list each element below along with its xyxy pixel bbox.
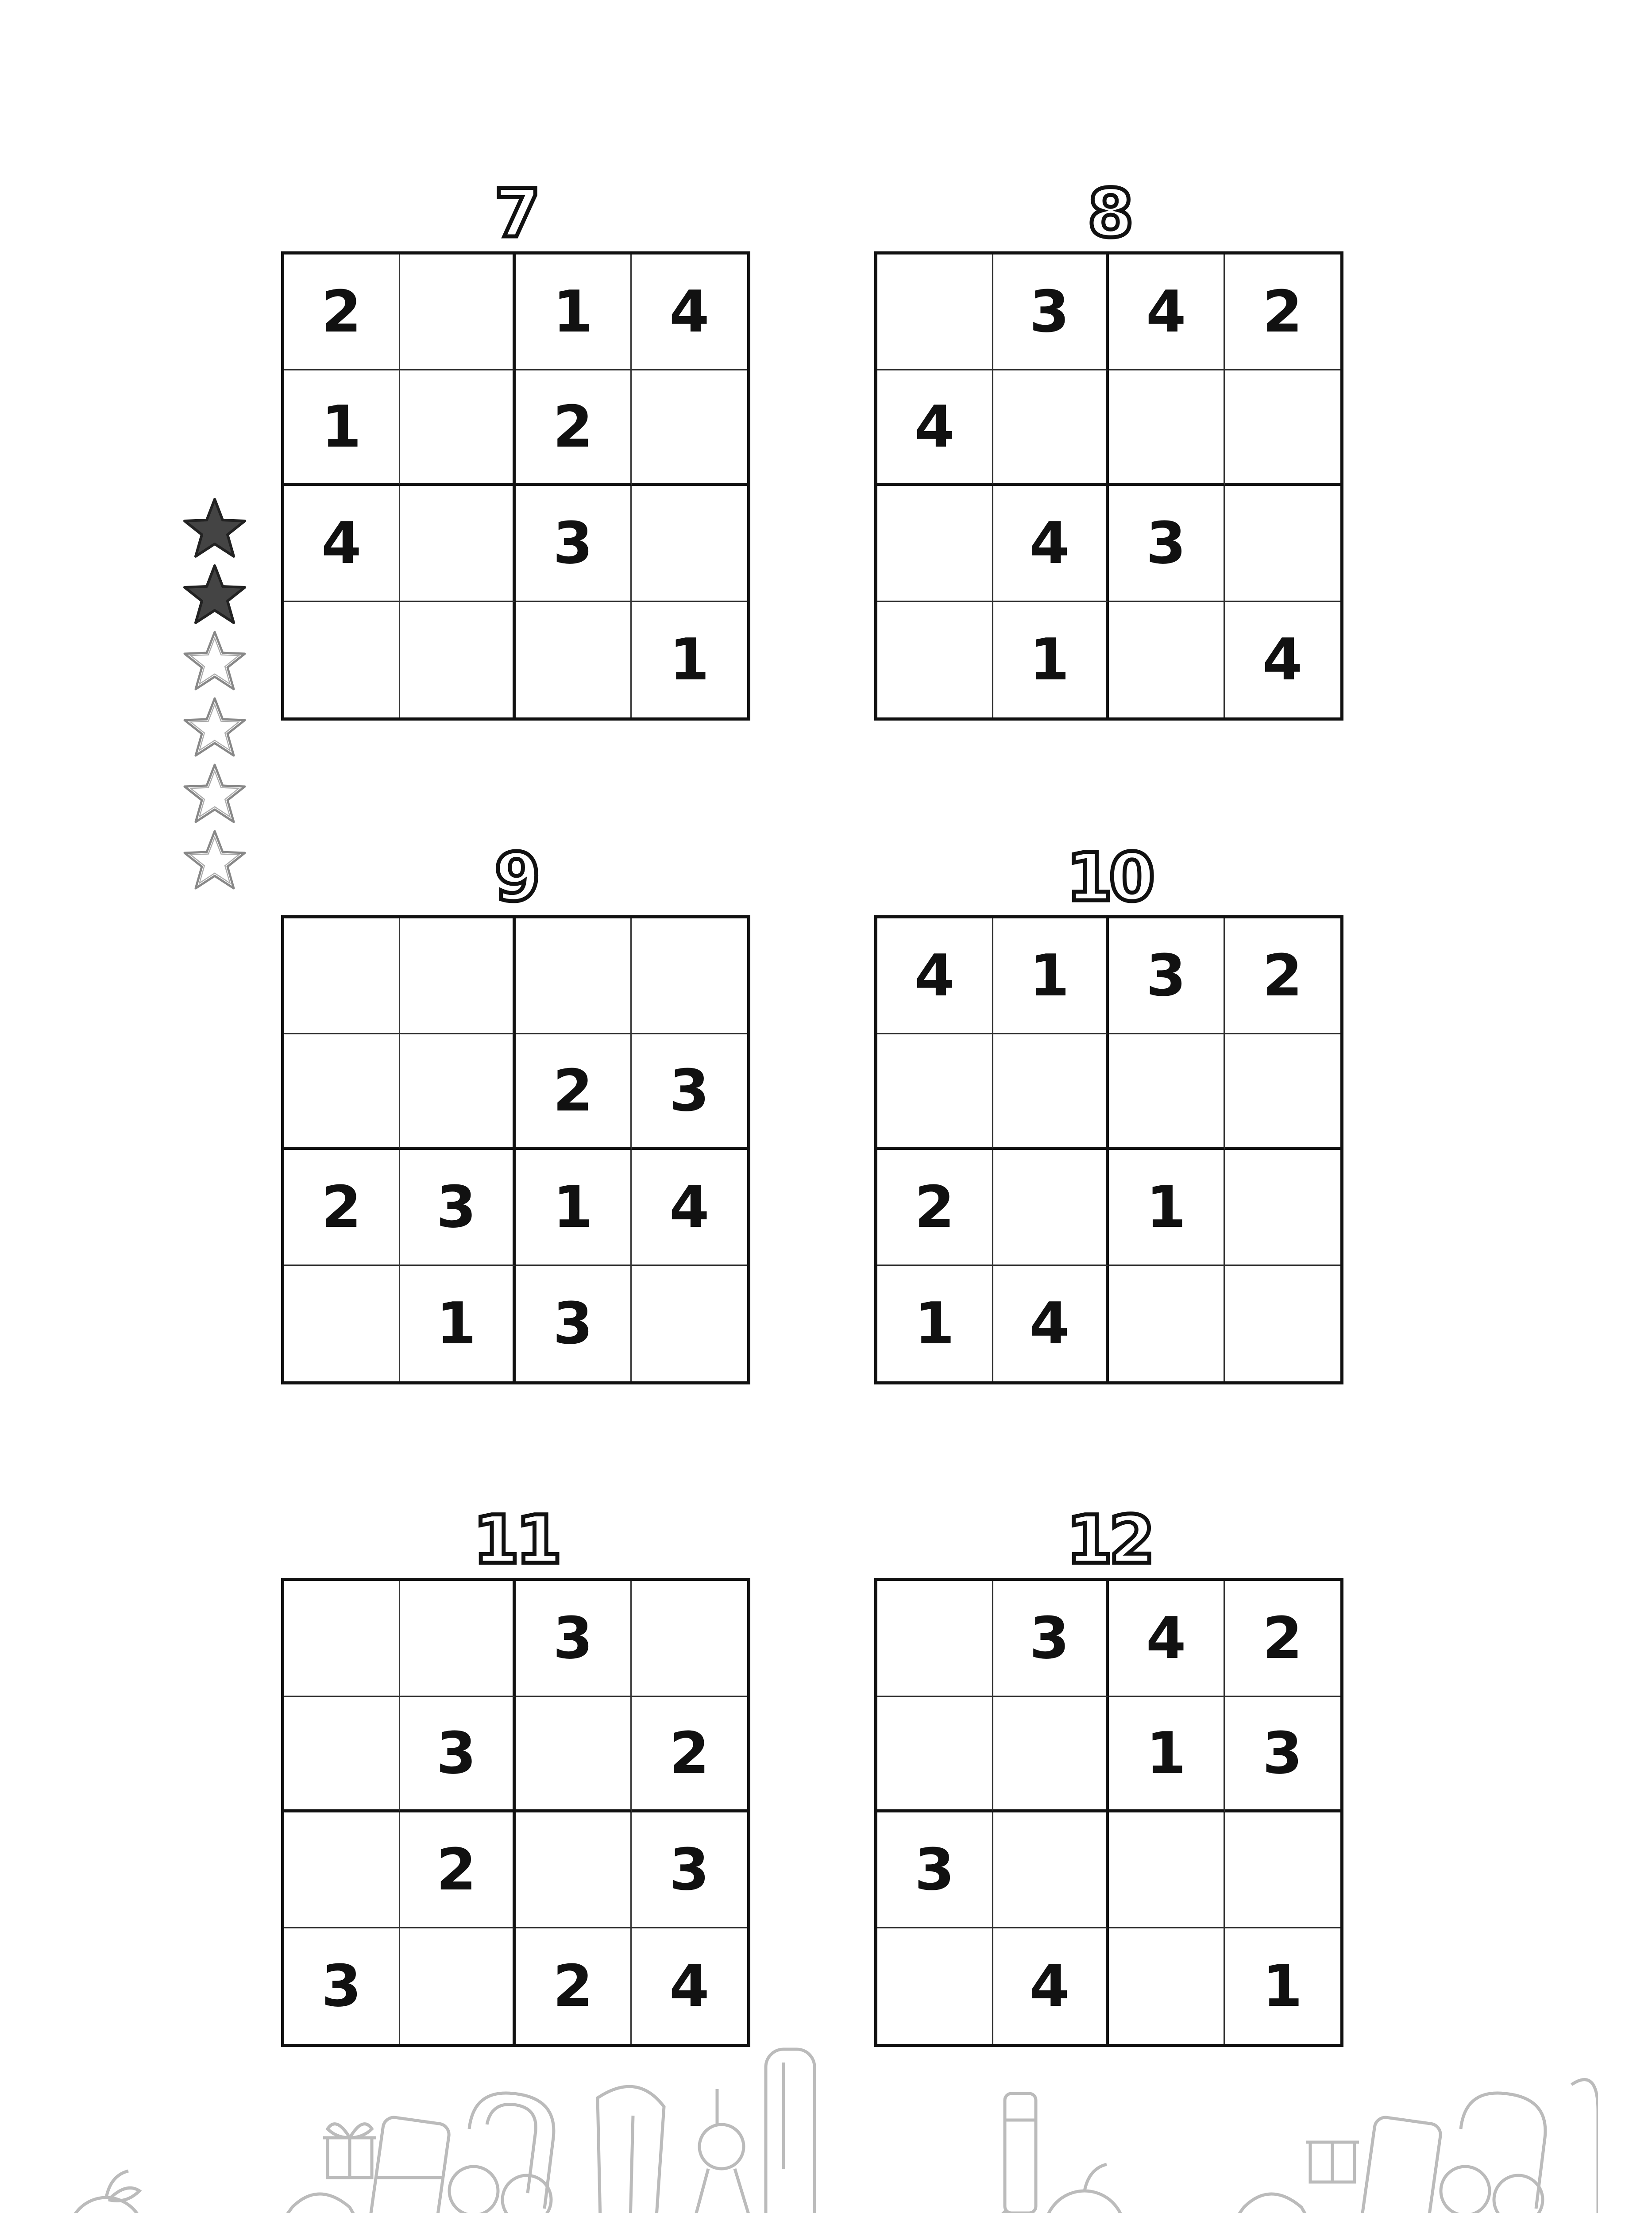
sudoku-cell[interactable]: 1 — [669, 626, 710, 694]
sudoku-cell[interactable] — [400, 370, 516, 486]
sudoku-cell[interactable]: 2 — [1225, 254, 1341, 370]
sudoku-cell[interactable] — [877, 1928, 993, 2044]
sudoku-cell[interactable] — [632, 486, 748, 602]
sudoku-cell[interactable] — [1225, 486, 1341, 602]
sudoku-cell[interactable]: 3 — [1225, 1697, 1341, 1813]
sudoku-cell[interactable]: 2 — [516, 370, 632, 486]
sudoku-cell[interactable]: 2 — [284, 254, 400, 370]
sudoku-cell[interactable]: 1 — [877, 1266, 993, 1382]
sudoku-cell[interactable]: 3 — [400, 1150, 516, 1266]
sudoku-cell[interactable]: 2 — [1225, 1581, 1341, 1697]
sudoku-grid — [874, 915, 1343, 1384]
pen-outline-icon — [766, 2049, 814, 2213]
sudoku-grid — [281, 915, 750, 1384]
gift-outline-icon — [1306, 2142, 1359, 2182]
sudoku-cell[interactable] — [400, 1034, 516, 1150]
eraser-outline-icon — [369, 2116, 451, 2213]
glue-stick-outline-icon — [1005, 2093, 1036, 2213]
sudoku-cell[interactable] — [877, 602, 993, 718]
sudoku-cell[interactable]: 4 — [1262, 626, 1303, 694]
sudoku-cell[interactable] — [516, 918, 632, 1034]
scissors-outline-icon — [1441, 2167, 1543, 2213]
sudoku-cell[interactable]: 2 — [400, 1812, 516, 1928]
sudoku-cell[interactable] — [516, 1812, 632, 1928]
sudoku-cell[interactable] — [284, 1581, 400, 1697]
sudoku-grid — [874, 251, 1343, 721]
puzzle-number: 9 — [494, 839, 537, 916]
sudoku-cell[interactable]: 3 — [1109, 486, 1225, 602]
sudoku-cell[interactable]: 4 — [993, 1266, 1109, 1382]
puzzle-number: 11 — [473, 1502, 559, 1579]
sudoku-cell[interactable] — [877, 1034, 993, 1150]
difficulty-rating — [179, 496, 255, 894]
compass-outline-icon — [673, 2089, 775, 2213]
sudoku-cell[interactable]: 1 — [516, 1150, 632, 1266]
sudoku-cell[interactable] — [632, 370, 748, 486]
sudoku-cell[interactable]: 4 — [993, 1928, 1109, 2044]
sudoku-cell[interactable]: 3 — [516, 1581, 632, 1697]
sudoku-cell[interactable]: 1 — [993, 602, 1109, 718]
sudoku-cell[interactable]: 3 — [284, 1928, 400, 2044]
sudoku-cell[interactable] — [993, 1812, 1109, 1928]
sudoku-cell[interactable]: 3 — [877, 1812, 993, 1928]
sudoku-cell[interactable]: 4 — [877, 918, 993, 1034]
sudoku-cell[interactable]: 3 — [516, 1266, 632, 1382]
sudoku-cell[interactable]: 4 — [632, 1150, 748, 1266]
sudoku-cell[interactable]: 3 — [1109, 918, 1225, 1034]
school-supplies-outline-art — [58, 2045, 1598, 2213]
sudoku-cell[interactable]: 2 — [1225, 918, 1341, 1034]
sudoku-cell[interactable] — [400, 1581, 516, 1697]
sudoku-cell[interactable] — [993, 1150, 1109, 1266]
sudoku-cell[interactable]: 2 — [516, 1034, 632, 1150]
scissors-outline-icon — [449, 2167, 551, 2213]
sudoku-cell[interactable]: 4 — [1109, 1581, 1225, 1697]
sudoku-cell[interactable] — [1225, 370, 1341, 486]
sudoku-cell[interactable] — [877, 1697, 993, 1813]
sudoku-cell[interactable]: 4 — [993, 486, 1109, 602]
filled-star-icon — [179, 496, 250, 562]
empty-star-icon — [179, 761, 250, 828]
empty-star-icon — [179, 628, 250, 695]
sudoku-cell[interactable] — [632, 918, 748, 1034]
sudoku-cell[interactable] — [632, 1266, 748, 1382]
sudoku-cell[interactable]: 1 — [1109, 1697, 1225, 1813]
sudoku-cell[interactable]: 2 — [877, 1150, 993, 1266]
sudoku-cell[interactable] — [993, 1697, 1109, 1813]
sudoku-cell[interactable]: 4 — [632, 254, 748, 370]
sudoku-cell[interactable] — [400, 602, 516, 718]
sudoku-cell[interactable] — [284, 1266, 400, 1382]
sudoku-cell[interactable] — [993, 370, 1109, 486]
sudoku-cell[interactable]: 1 — [284, 370, 400, 486]
sudoku-cell[interactable]: 4 — [1109, 254, 1225, 370]
sudoku-cell[interactable] — [877, 254, 993, 370]
sudoku-cell[interactable] — [1225, 1812, 1341, 1928]
sudoku-grid — [874, 1578, 1343, 2047]
sudoku-cell[interactable] — [284, 1697, 400, 1813]
sudoku-cell[interactable]: 2 — [632, 1697, 748, 1813]
sudoku-cell[interactable]: 1 — [1109, 1150, 1225, 1266]
sudoku-cell[interactable]: 3 — [993, 254, 1109, 370]
sudoku-cell[interactable] — [632, 1581, 748, 1697]
cutter-knife-outline-icon — [1571, 2080, 1598, 2213]
cutter-knife-outline-icon — [598, 2086, 664, 2213]
sudoku-cell[interactable] — [993, 1034, 1109, 1150]
sudoku-cell[interactable] — [1109, 1928, 1225, 2044]
puzzle-number: 7 — [494, 175, 537, 252]
sudoku-cell[interactable]: 3 — [516, 486, 632, 602]
sudoku-cell[interactable] — [1109, 1266, 1225, 1382]
sudoku-cell[interactable] — [400, 918, 516, 1034]
sudoku-cell[interactable]: 2 — [516, 1928, 632, 2044]
sudoku-cell[interactable] — [1225, 1034, 1341, 1150]
sudoku-cell[interactable] — [516, 602, 632, 718]
sudoku-cell[interactable] — [516, 1697, 632, 1813]
sudoku-cell[interactable] — [284, 602, 400, 718]
sudoku-cell[interactable] — [1109, 602, 1225, 718]
sudoku-cell[interactable]: 1 — [1262, 1952, 1303, 2020]
sudoku-cell[interactable]: 3 — [632, 1034, 748, 1150]
sudoku-cell[interactable]: 3 — [400, 1697, 516, 1813]
sudoku-cell[interactable]: 3 — [632, 1812, 748, 1928]
sudoku-cell[interactable] — [1225, 1150, 1341, 1266]
empty-star-icon — [179, 828, 250, 894]
sudoku-cell[interactable] — [400, 486, 516, 602]
sudoku-cell[interactable] — [1109, 370, 1225, 486]
sudoku-cell[interactable]: 1 — [993, 918, 1109, 1034]
sudoku-cell[interactable] — [1109, 1812, 1225, 1928]
sudoku-cell[interactable] — [877, 486, 993, 602]
sudoku-cell[interactable]: 3 — [993, 1581, 1109, 1697]
sudoku-cell[interactable] — [284, 918, 400, 1034]
gift-outline-icon — [323, 2124, 376, 2178]
sudoku-cell[interactable] — [1225, 1266, 1341, 1382]
puzzle-number: 12 — [1066, 1502, 1152, 1579]
sudoku-cell[interactable]: 4 — [669, 1952, 710, 2020]
sudoku-grid — [281, 251, 750, 721]
eraser-outline-icon — [1360, 2116, 1442, 2213]
filled-star-icon — [179, 562, 250, 628]
backpack-outline-icon — [226, 2194, 403, 2213]
sudoku-cell[interactable] — [1109, 1034, 1225, 1150]
paper-clip-outline-icon — [1461, 2093, 1545, 2209]
sudoku-cell[interactable]: 2 — [284, 1150, 400, 1266]
paper-clip-outline-icon — [469, 2093, 554, 2209]
apple-outline-icon — [69, 2171, 144, 2213]
backpack-outline-icon — [1177, 2194, 1355, 2213]
sudoku-cell[interactable] — [284, 1812, 400, 1928]
sudoku-cell[interactable] — [400, 1928, 516, 2044]
sudoku-cell[interactable] — [877, 1581, 993, 1697]
sudoku-grid — [281, 1578, 750, 2047]
apple-outline-icon — [1045, 2164, 1124, 2213]
sudoku-cell[interactable]: 1 — [516, 254, 632, 370]
puzzle-number: 10 — [1066, 839, 1152, 916]
empty-star-icon — [179, 695, 250, 761]
sudoku-cell[interactable] — [284, 1034, 400, 1150]
puzzle-number: 8 — [1087, 175, 1131, 252]
sudoku-cell[interactable] — [400, 254, 516, 370]
sudoku-cell[interactable]: 4 — [284, 486, 400, 602]
sudoku-cell[interactable]: 1 — [400, 1266, 516, 1382]
sudoku-cell[interactable]: 4 — [877, 370, 993, 486]
